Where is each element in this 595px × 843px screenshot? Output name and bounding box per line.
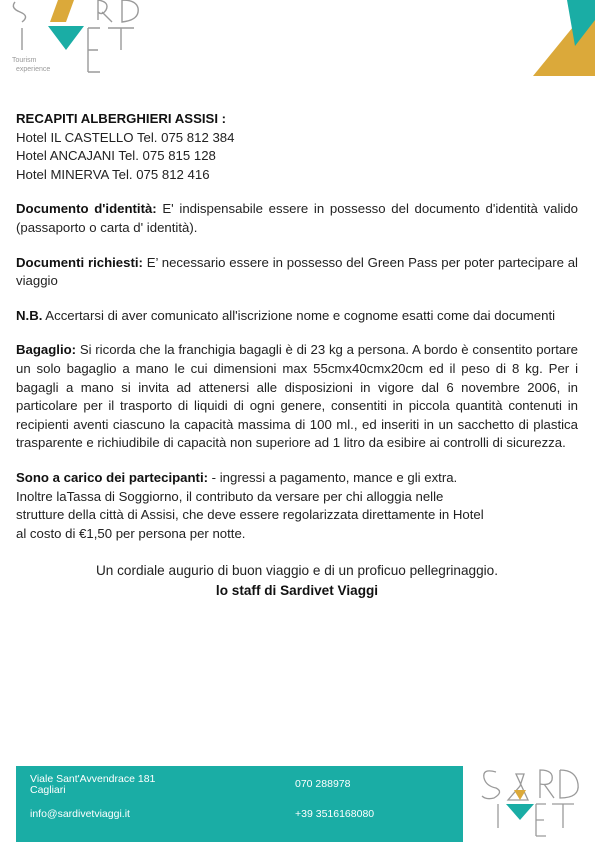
- nb-section: [16, 307, 578, 326]
- section-text: E’ necessario essere in possesso del Green Pass per poter partecipare al viaggio: [16, 254, 578, 289]
- closing-line: Un cordiale augurio di buon viaggio e di un proficuo pellegrinaggio.: [95, 563, 499, 579]
- footer-email-link[interactable]: info@sardivetviaggi.it: [30, 808, 130, 820]
- section-text: Si ricorda che la franchigia bagagli è di 23 kg a persona. A bordo è consentito portare un solo bagaglio a mano le cui dimensioni max 55cmx40cmx20cm ed il peso di 8 kg. Per i bagagli a mano si invita ad attenersi alle disposizioni in vigore dal 6 novembre 2006, in particolare per il trasporto di liquidi di ogni genere, consentiti in piccola quantità contenuti in recipienti aventi ciascuno la capacità massima di 100 ml., ed inseriti in un sacchetto di plastica trasparente e richiudibile di capacità non superiore ad 1 litro da esibire ai controlli di sicurezza.: [16, 342, 578, 451]
- logo-gold-triangle: [514, 790, 526, 800]
- section-text: al costo di €1,50 per persona per notte.: [16, 525, 246, 541]
- logo-letter-d: [560, 770, 578, 798]
- address-line: Cagliari: [30, 784, 66, 796]
- footer-contact-bar: [16, 766, 463, 842]
- required-documents-section: [16, 254, 578, 291]
- section-label: Documenti richiesti:: [16, 254, 143, 270]
- sardivet-logo-small-mark: [476, 764, 588, 838]
- identity-document-section: [16, 200, 578, 237]
- section-text: E' indispensabile essere in possesso del documento d'identità valido (passaporto o carta d' identità).: [16, 201, 579, 235]
- logo-tagline-2: experience: [16, 66, 51, 73]
- hotel-contacts-heading: RECAPITI ALBERGHIERI ASSISI :: [16, 111, 227, 126]
- logo-letter-e: [88, 28, 100, 72]
- footer-address: [30, 774, 270, 796]
- document-body: [16, 110, 578, 601]
- section-label: N.B.: [16, 307, 43, 323]
- section-text: Inoltre laTassa di Soggiorno, il contributo da versare per chi alloggia nelle: [16, 488, 444, 504]
- footer-mobile: +39 3516168080: [295, 808, 375, 820]
- hotel-contacts: [16, 110, 578, 184]
- logo-letter-r: [540, 770, 554, 798]
- closing-greeting: [16, 561, 578, 601]
- footer-phone: 070 288978: [295, 778, 351, 790]
- sardivet-logo-small: [476, 764, 588, 838]
- logo-gold-triangle: [50, 0, 74, 22]
- address-line: Viale Sant'Avvendrace 181: [30, 773, 156, 785]
- logo-teal-triangle: [506, 804, 534, 820]
- hotel-item: Hotel IL CASTELLO Tel. 075 812 384: [16, 129, 235, 145]
- logo-letter-r: [98, 0, 112, 22]
- sardivet-logo: [10, 0, 150, 76]
- section-text: - ingressi a pagamento, mance e gli extra.: [208, 469, 458, 485]
- section-text: Accertarsi di aver comunicato all'iscrizione nome e cognome esatti come dai documenti: [42, 307, 556, 323]
- logo-tagline-1: Tourism: [12, 57, 37, 64]
- participant-costs-section: [16, 469, 578, 543]
- section-label: Bagaglio:: [16, 342, 77, 358]
- logo-letter-s: [13, 2, 25, 22]
- sardivet-logo-mark: [10, 0, 150, 76]
- corner-triangle-decoration: [531, 0, 595, 76]
- section-text: strutture della città di Assisi, che deve essere regolarizzata direttamente in Hotel: [16, 507, 484, 523]
- logo-letter-d: [122, 0, 138, 22]
- luggage-section: [16, 341, 578, 453]
- logo-teal-triangle: [48, 26, 84, 50]
- logo-letter-s: [482, 771, 500, 799]
- section-label: Sono a carico dei partecipanti:: [16, 469, 208, 485]
- section-label: Documento d'identità:: [16, 201, 157, 217]
- logo-letter-t: [108, 28, 134, 50]
- logo-letter-t: [552, 804, 574, 828]
- logo-letter-e: [536, 804, 546, 836]
- hotel-item: Hotel MINERVA Tel. 075 812 416: [16, 166, 210, 182]
- hotel-item: Hotel ANCAJANI Tel. 075 815 128: [16, 148, 216, 164]
- closing-signature: lo staff di Sardivet Viaggi: [215, 583, 379, 599]
